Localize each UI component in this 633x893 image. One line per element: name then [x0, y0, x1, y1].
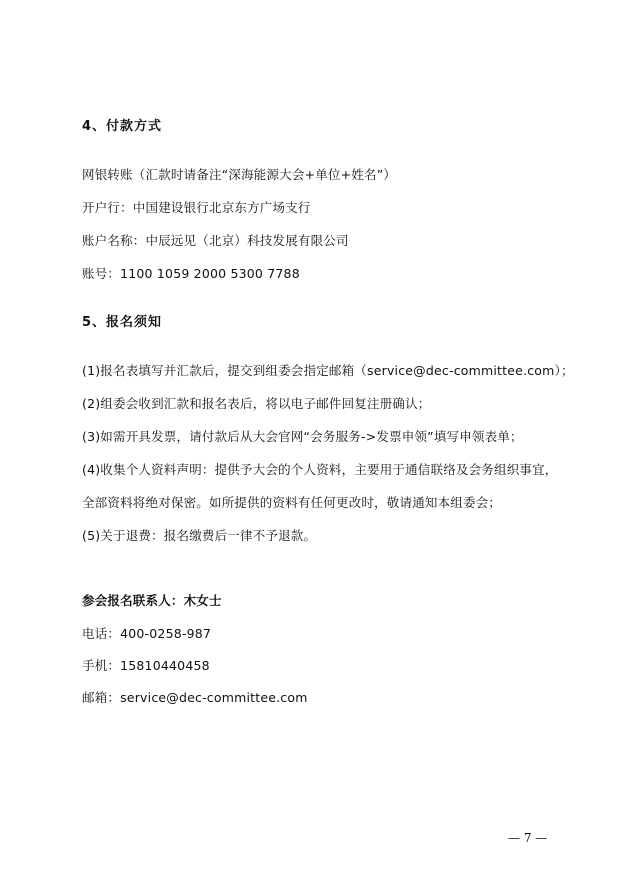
registration-item-1: (1)报名表填写并汇款后，提交到组委会指定邮箱（service@dec-committee.com）；: [82, 363, 574, 378]
contact-title: 参会报名联系人：木女士: [82, 593, 222, 608]
registration-item-5: (5)关于退费：报名缴费后一律不予退款。: [82, 528, 317, 543]
contact-mobile: 手机：15810440458: [82, 658, 210, 673]
section-heading-registration: 5、报名须知: [82, 315, 163, 330]
payment-bank: 开户行：中国建设银行北京东方广场支行: [82, 200, 311, 215]
registration-item-4: (4)收集个人资料声明：提供予大会的个人资料，主要用于通信联络及会务组织事宜，: [82, 462, 558, 477]
payment-account-number: 账号：1100 1059 2000 5300 7788: [82, 266, 300, 281]
contact-phone: 电话：400-0258-987: [82, 626, 212, 641]
registration-item-2: (2)组委会收到汇款和报名表后，将以电子邮件回复注册确认；: [82, 396, 431, 411]
registration-item-4-cont: 全部资料将绝对保密。如所提供的资料有任何更改时，敬请通知本组委会；: [82, 495, 502, 510]
payment-transfer-note: 网银转账（汇款时请备注“深海能源大会+单位+姓名”）: [82, 167, 397, 182]
registration-item-3: (3)如需开具发票，请付款后从大会官网“会务服务->发票申领”填写申领表单；: [82, 429, 523, 444]
page-number: — 7 —: [508, 831, 548, 845]
section-heading-payment: 4、付款方式: [82, 119, 163, 134]
contact-email: 邮箱：service@dec-committee.com: [82, 690, 308, 705]
payment-account-name: 账户名称：中辰远见（北京）科技发展有限公司: [82, 233, 349, 248]
